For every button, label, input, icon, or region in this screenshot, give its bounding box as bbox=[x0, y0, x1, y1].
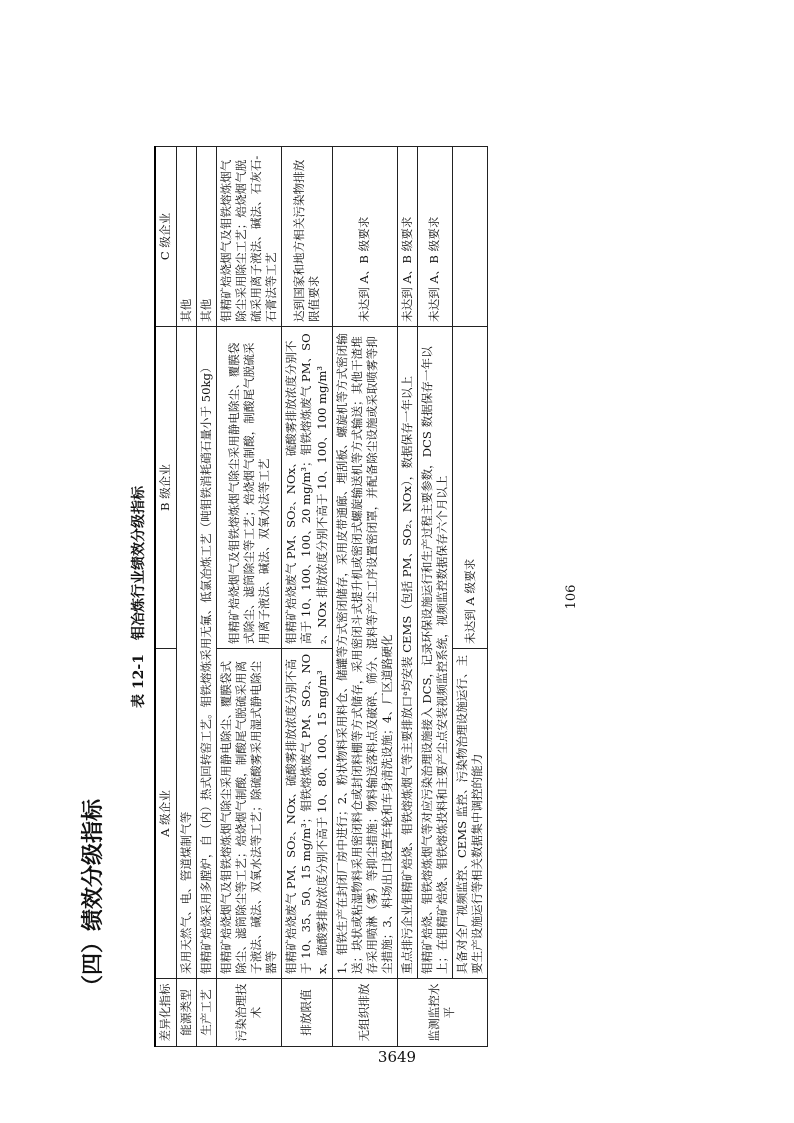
header-indicator: 差异化指标 bbox=[155, 979, 177, 1047]
cell-grade-ab: 采用天然气、电、管道煤制气等 bbox=[177, 327, 197, 979]
row-label: 无组织排放 bbox=[332, 979, 397, 1047]
row-label: 能源类型 bbox=[177, 979, 197, 1047]
cell-grade-c-empty bbox=[453, 147, 488, 327]
cell-grade-ab: 重点排污企业钼精矿焙烧、钼铁熔炼烟气等主要排放口ᵃ均安装 CEMS（包括 PM、SO₂、NOx），数据保存一年以上 bbox=[397, 327, 417, 979]
row-label: 污染治理技术 bbox=[217, 979, 282, 1047]
table-row-energy bbox=[177, 147, 197, 1047]
cell-grade-ab: 钼精矿焙烧采用多膛炉，自（内）热式回转窑工艺。钼铁熔炼采用无氟、低氯冶炼工艺（吨钼铁消耗硝石量小于 50kg） bbox=[197, 327, 217, 979]
cell-grade-a: 钼精矿焙烧烟气及钼铁熔炼烟气除尘采用静电除尘、覆膜袋式除尘、滤筒除尘等工艺；焙烧烟气制酸，制酸尾气脱硫采用离子液法、碱法、双氧水法等工艺；除硫酸雾采用湿式静电除尘器等 bbox=[217, 649, 282, 979]
cell-grade-c: 未达到 A、B 级要求 bbox=[332, 147, 397, 327]
table-row-monitoring-3 bbox=[453, 147, 488, 1047]
cell-grade-a: 具备对全厂视频监控、CEMS 监控、污染物治理设施运行、主要生产设施运行等相关数据集中调控的能力 bbox=[453, 649, 488, 979]
cell-grade-ab: 钼精矿焙烧、钼铁熔炼烟气等对应污染治理设施接入 DCS，记录环保设施运行和生产过程主要参数，DCS 数据保存一年以上；在钼精矿焙烧、钼铁熔炼投料和主要产尘点安装视频监控系统，视频监控数据保存六个月以上 bbox=[417, 327, 452, 979]
cell-grade-c: 其他 bbox=[197, 147, 217, 327]
cell-grade-b: 钼精矿焙烧烟气及钼铁熔炼烟气除尘采用静电除尘、覆膜袋式除尘、滤筒除尘等工艺；焙烧烟气制酸，制酸尾气脱硫采用离子液法、碱法、双氧水法等工艺 bbox=[217, 327, 282, 649]
cell-grade-c: 钼精矿焙烧烟气及钼铁熔炼烟气除尘采用除尘工艺；焙烧烟气脱硫采用离子液法、碱法、石灰石-石膏法等工艺 bbox=[217, 147, 282, 327]
header-grade-b: B 级企业 bbox=[155, 327, 177, 649]
header-grade-a: A 级企业 bbox=[155, 649, 177, 979]
table-row-pollution-control bbox=[217, 147, 282, 1047]
performance-grading-table bbox=[154, 146, 488, 1047]
table-row-fugitive-emissions bbox=[332, 147, 397, 1047]
cell-grade-b: 未达到 A 级要求 bbox=[453, 327, 488, 649]
table-title: 表 12-1 钼冶炼行业绩效分级指标 bbox=[131, 486, 147, 708]
section-title: （四）绩效分级指标 bbox=[80, 798, 106, 997]
page-number-inner: 106 bbox=[564, 584, 579, 610]
rotated-page bbox=[66, 147, 656, 1047]
page-number-outer: 3649 bbox=[377, 1048, 417, 1066]
cell-grade-ab: 1、钼铁生产在封闭厂房中进行；2、粉状物料采用料仓、储罐等方式密闭储存，采用皮带通廊、埋刮板、螺旋机等方式密闭输送；块状或粘湿物料采用密闭料仓或封闭料棚等方式储存，采用密闭斗式提升机或密闭式螺旋输送机等方式输送；其他干渣堆存采用喷淋（雾）等抑尘措施；物料输送落料点及破碎、筛分、混料等产尘工序设置密闭罩，并配备除尘设施或采取喷雾等抑尘措施；3、料场出口设置车轮和车身清洗设施；4、厂区道路硬化 bbox=[332, 327, 397, 979]
cell-grade-c: 未达到 A、B 级要求 bbox=[417, 147, 452, 327]
row-label: 生产工艺 bbox=[197, 979, 217, 1047]
header-grade-c: C 级企业 bbox=[155, 147, 177, 327]
cell-grade-c: 未达到 A、B 级要求 bbox=[397, 147, 417, 327]
table-header-row bbox=[155, 147, 177, 1047]
table-row-monitoring-1 bbox=[397, 147, 417, 1047]
table-row-monitoring-2 bbox=[417, 147, 452, 1047]
cell-grade-c: 达到国家和地方相关污染物排放限值要求 bbox=[282, 147, 332, 327]
row-label: 排放限值 bbox=[282, 979, 332, 1047]
row-label: 监测监控水平 bbox=[397, 979, 487, 1047]
cell-grade-a: 钼精矿焙烧废气 PM、SO₂、NOx、硫酸雾排放浓度分别不高于 10、35、50、15 mg/m³；钼铁熔炼废气 PM、SO₂、NOx、硫酸雾排放浓度分别不高于 10、80、100、15 mg/m³ bbox=[282, 649, 332, 979]
cell-grade-c: 其他 bbox=[177, 147, 197, 327]
table-row-process bbox=[197, 147, 217, 1047]
table-row-emission-limits bbox=[282, 147, 332, 1047]
cell-grade-b: 钼精矿焙烧废气 PM、SO₂、NOx、硫酸雾排放浓度分别不高于 10、100、100、20 mg/m³；钼铁熔炼废气 PM、SO₂、NOx 排放浓度分别不高于 10、100、100 mg/m³ bbox=[282, 327, 332, 649]
